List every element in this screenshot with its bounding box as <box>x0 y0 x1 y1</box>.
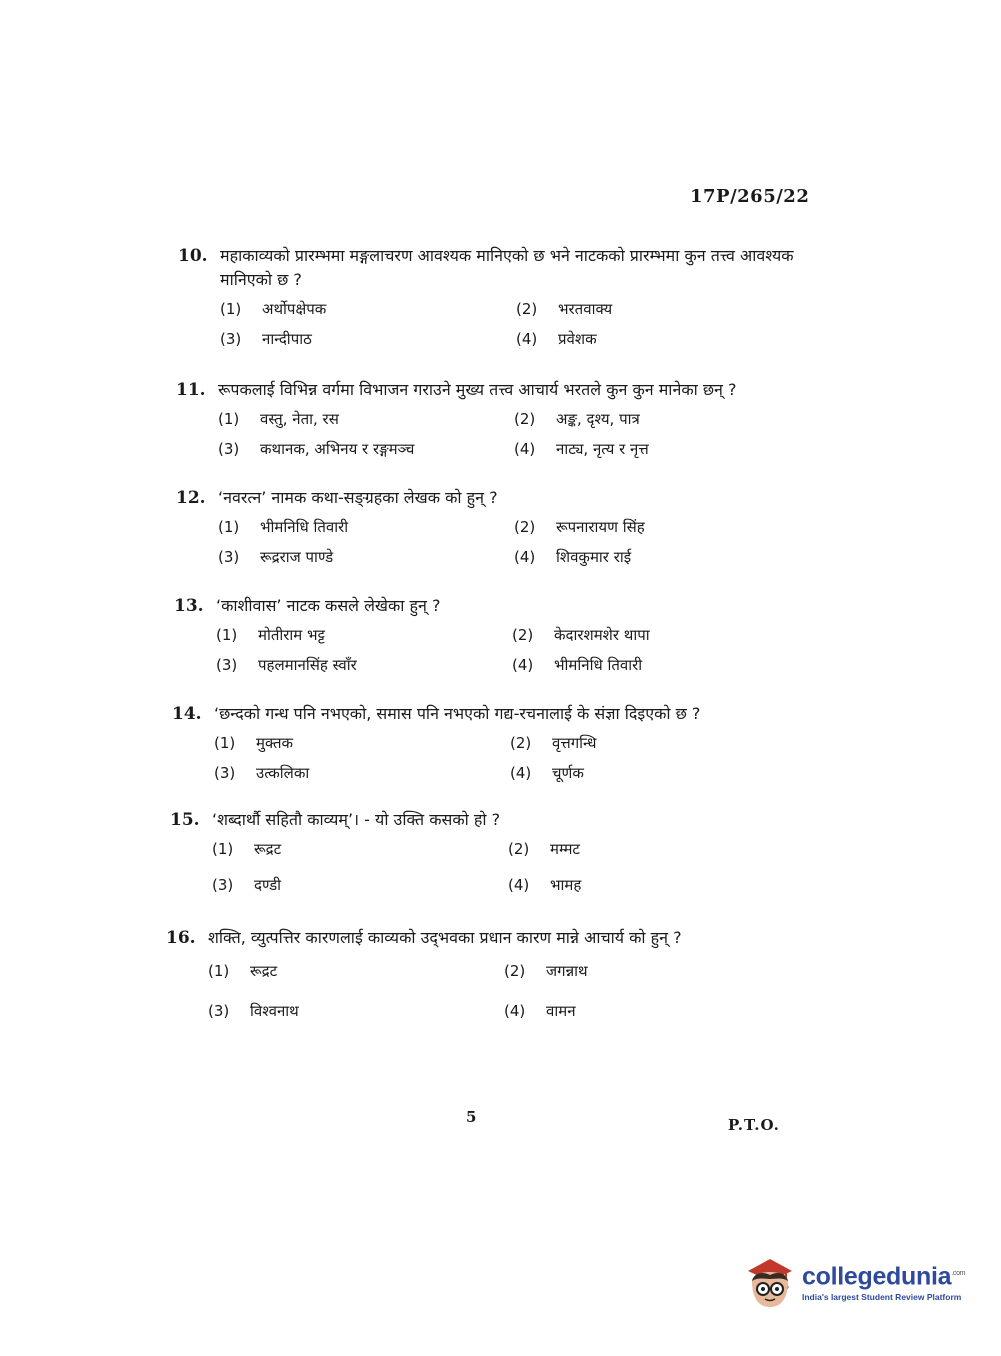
option-text: भरतवाक्य <box>558 300 613 318</box>
option-number: (2) <box>510 734 532 752</box>
option-text: नाट्य, नृत्य र नृत्त <box>556 440 649 458</box>
option-1 <box>208 960 504 982</box>
page-number: 5 <box>466 1108 477 1126</box>
option-number: (1) <box>214 734 236 752</box>
option-text: केदारशमशेर थापा <box>554 626 650 644</box>
option-1 <box>220 298 516 320</box>
question-text: रूपकलाई विभिन्न वर्गमा विभाजन गराउने मुख्य तत्त्व आचार्य भरतले कुन कुन मानेका छन् ? <box>218 380 737 399</box>
logo-text <box>802 1260 965 1302</box>
question-number: 11. <box>176 380 206 400</box>
logo-name <box>802 1260 965 1290</box>
option-number: (4) <box>516 330 538 348</box>
option-2 <box>508 838 808 860</box>
option-number: (3) <box>216 656 238 674</box>
question-text: ‘काशीवास’ नाटक कसले लेखेका हुन् ? <box>216 596 441 615</box>
question-text: ‘छन्दको गन्ध पनि नभएको, समास पनि नभएको गद्य-रचनालाई के संज्ञा दिइएको छ ? <box>214 704 701 723</box>
option-text: मुक्तक <box>256 734 294 752</box>
option-text: अङ्क, दृश्य, पात्र <box>556 410 640 428</box>
question-number: 14. <box>172 704 202 724</box>
option-text: वस्तु, नेता, रस <box>260 410 339 428</box>
option-text: रूद्रराज पाण्डे <box>260 548 334 566</box>
option-number: (1) <box>216 626 238 644</box>
option-text: चूर्णक <box>552 764 584 782</box>
option-text: रूद्रट <box>250 962 278 980</box>
option-4 <box>504 1000 804 1022</box>
option-text: नान्दीपाठ <box>262 330 312 348</box>
question-10 <box>178 244 838 350</box>
option-3 <box>208 1000 504 1022</box>
question-11 <box>176 378 836 460</box>
option-text: मम्मट <box>550 840 580 858</box>
option-4 <box>514 438 814 460</box>
option-number: (2) <box>512 626 534 644</box>
option-text: पहलमानसिंह स्वाँर <box>258 656 357 674</box>
option-number: (4) <box>510 764 532 782</box>
question-number: 12. <box>176 488 206 508</box>
option-text: भामह <box>550 876 582 894</box>
option-number: (2) <box>514 518 536 536</box>
question-number: 16. <box>166 928 196 948</box>
option-number: (1) <box>218 518 240 536</box>
option-2 <box>516 298 816 320</box>
option-4 <box>516 328 816 350</box>
option-text: शिवकुमार राई <box>556 548 632 566</box>
option-1 <box>212 838 508 860</box>
option-3 <box>220 328 516 350</box>
option-number: (3) <box>208 1002 230 1020</box>
question-number: 15. <box>170 810 200 830</box>
question-text: महाकाव्यको प्रारम्भमा मङ्गलाचरण आवश्यक मानिएको छ भने नाटकको प्रारम्भमा कुन तत्त्व आवश्यक मानिएको छ ? <box>220 246 794 289</box>
options <box>216 624 834 676</box>
question-13 <box>174 594 834 676</box>
question-15 <box>170 808 830 896</box>
option-text: वामन <box>546 1002 576 1020</box>
collegedunia-logo[interactable] <box>742 1248 972 1314</box>
options <box>218 516 836 568</box>
option-number: (4) <box>504 1002 526 1020</box>
option-1 <box>218 408 514 430</box>
option-number: (3) <box>218 440 240 458</box>
option-number: (4) <box>508 876 530 894</box>
option-text: मोतीराम भट्ट <box>258 626 325 644</box>
option-3 <box>218 438 514 460</box>
option-number: (2) <box>504 962 526 980</box>
question-text: ‘शब्दार्थौ सहितौ काव्यम्’। - यो उक्ति कसको हो ? <box>212 810 501 829</box>
option-2 <box>512 624 812 646</box>
option-text: जगन्नाथ <box>546 962 588 980</box>
logo-suffix: .com <box>951 1269 966 1277</box>
option-number: (1) <box>220 300 242 318</box>
options <box>212 838 830 896</box>
option-3 <box>216 654 512 676</box>
option-number: (4) <box>514 440 536 458</box>
options <box>208 960 846 1022</box>
option-text: अर्थोपक्षेपक <box>262 300 327 318</box>
option-2 <box>510 732 810 754</box>
question-number: 10. <box>178 246 208 266</box>
option-3 <box>218 546 514 568</box>
options <box>214 732 852 784</box>
option-text: प्रवेशक <box>558 330 597 348</box>
options <box>218 408 836 460</box>
option-3 <box>214 762 510 784</box>
question-number: 13. <box>174 596 204 616</box>
option-4 <box>514 546 814 568</box>
logo-tagline: India's largest Student Review Platform <box>802 1292 962 1303</box>
option-4 <box>508 874 808 896</box>
option-4 <box>510 762 810 784</box>
option-number: (4) <box>514 548 536 566</box>
option-4 <box>512 654 812 676</box>
option-2 <box>514 408 814 430</box>
question-12 <box>176 486 836 568</box>
question-16 <box>166 926 846 1022</box>
option-text: भीमनिधि तिवारी <box>554 656 643 674</box>
option-text: वृत्तगन्धि <box>552 734 597 752</box>
option-text: उत्कलिका <box>256 764 310 782</box>
option-2 <box>514 516 814 538</box>
paper-code: 17P/265/22 <box>690 186 810 207</box>
option-text: विश्वनाथ <box>250 1002 299 1020</box>
option-number: (3) <box>212 876 234 894</box>
option-text: भीमनिधि तिवारी <box>260 518 349 536</box>
question-text: शक्ति, व्युत्पत्तिर कारणलाई काव्यको उद्‌भवका प्रधान कारण मान्ने आचार्य को हुन् ? <box>208 928 682 947</box>
option-3 <box>212 874 508 896</box>
option-1 <box>218 516 514 538</box>
option-2 <box>504 960 804 982</box>
option-number: (1) <box>212 840 234 858</box>
option-number: (1) <box>218 410 240 428</box>
options <box>220 298 838 350</box>
question-text: ‘नवरत्न’ नामक कथा-सङ्ग्रहका लेखक को हुन् ? <box>218 488 498 507</box>
option-text: दण्डी <box>254 876 282 894</box>
option-1 <box>216 624 512 646</box>
question-14 <box>172 702 852 784</box>
option-1 <box>214 732 510 754</box>
option-number: (3) <box>214 764 236 782</box>
pto-label: P.T.O. <box>728 1116 780 1134</box>
option-number: (1) <box>208 962 230 980</box>
option-number: (4) <box>512 656 534 674</box>
logo-name-text: collegedunia <box>802 1262 952 1291</box>
option-text: कथानक, अभिनय र रङ्गमञ्च <box>260 440 415 458</box>
option-number: (3) <box>220 330 242 348</box>
option-number: (2) <box>508 840 530 858</box>
option-text: रूपनारायण सिंह <box>556 518 645 536</box>
option-number: (2) <box>514 410 536 428</box>
collegedunia-mascot-icon <box>742 1251 798 1311</box>
option-number: (3) <box>218 548 240 566</box>
option-text: रूद्रट <box>254 840 282 858</box>
option-number: (2) <box>516 300 538 318</box>
